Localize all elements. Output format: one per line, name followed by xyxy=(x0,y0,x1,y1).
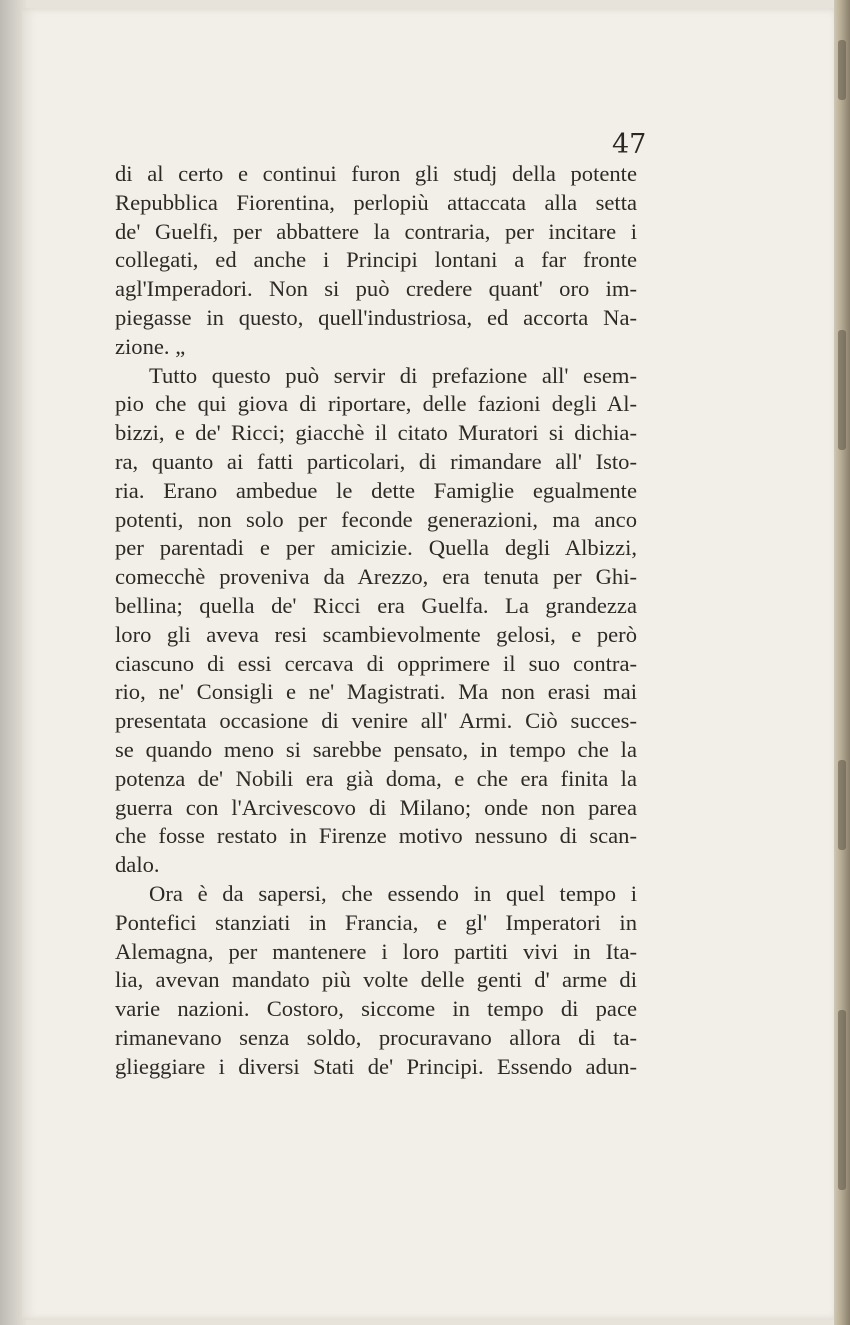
text-line: ria. Erano ambedue le dette Famiglie egualmente xyxy=(115,477,637,503)
text-line: loro gli aveva resi scambievolmente gelosi, e però xyxy=(115,621,637,647)
text-line: zione. „ xyxy=(115,333,186,359)
text-line: presentata occasione di venire all' Armi. Ciò succes- xyxy=(115,708,637,734)
text-line: glieggiare i diversi Stati de' Principi. Essendo adun- xyxy=(115,1053,637,1079)
page-fore-edge xyxy=(834,0,850,1325)
text-line: potenza de' Nobili era già doma, e che era finita la xyxy=(115,765,637,791)
text-line: varie nazioni. Costoro, siccome in tempo di pace xyxy=(115,996,637,1022)
text-line: Repubblica Fiorentina, perlopiù attaccata alla setta xyxy=(115,189,637,215)
text-line: ra, quanto ai fatti particolari, di rimandare all' Isto- xyxy=(115,448,637,474)
text-line: di al certo e continui furon gli studj della potente xyxy=(115,161,637,186)
text-line: bizzi, e de' Ricci; giacchè il citato Muratori si dichia- xyxy=(115,420,637,446)
edge-stain xyxy=(838,40,846,100)
text-line: lia, avevan mandato più volte delle genti d' arme di xyxy=(115,967,637,993)
edge-stain xyxy=(838,760,846,850)
text-line: per parentadi e per amicizie. Quella degli Albizzi, xyxy=(115,535,637,561)
page-number: 47 xyxy=(612,129,647,160)
text-line: rio, ne' Consigli e ne' Magistrati. Ma non erasi mai xyxy=(115,679,637,705)
text-line: Pontefici stanziati in Francia, e gl' Imperatori in xyxy=(115,909,637,935)
text-line: pio che qui giova di riportare, delle fazioni degli Al- xyxy=(115,391,637,417)
edge-stain xyxy=(838,1010,846,1190)
text-line: comecchè proveniva da Arezzo, era tenuta per Ghi- xyxy=(115,564,637,590)
text-line: agl'Imperadori. Non si può credere quant' oro im- xyxy=(115,276,637,302)
text-line: potenti, non solo per feconde generazioni, ma anco xyxy=(115,506,637,532)
text-line: Alemagna, per mantenere i loro partiti vivi in Ita- xyxy=(115,938,637,964)
text-line: rimanevano senza soldo, procuravano allora di ta- xyxy=(115,1024,637,1050)
body-text xyxy=(115,160,637,1082)
text-line: Tutto questo può servir di prefazione all' esem- xyxy=(149,362,637,388)
text-line: ciascuno di essi cercava di opprimere il suo contra- xyxy=(115,650,637,676)
text-line: de' Guelfi, per abbattere la contraria, per incitare i xyxy=(115,218,637,244)
text-line: piegasse in questo, quell'industriosa, ed accorta Na- xyxy=(115,304,637,330)
text-line: guerra con l'Arcivescovo di Milano; onde non parea xyxy=(115,794,637,820)
text-line: Ora è da sapersi, che essendo in quel tempo i xyxy=(149,880,637,906)
text-line: bellina; quella de' Ricci era Guelfa. La grandezza xyxy=(115,592,637,618)
text-line: dalo. xyxy=(115,852,160,878)
text-line: se quando meno si sarebbe pensato, in tempo che la xyxy=(115,736,637,762)
text-line: che fosse restato in Firenze motivo nessuno di scan- xyxy=(115,823,637,849)
text-line: collegati, ed anche i Principi lontani a far fronte xyxy=(115,247,637,273)
edge-stain xyxy=(838,330,846,450)
